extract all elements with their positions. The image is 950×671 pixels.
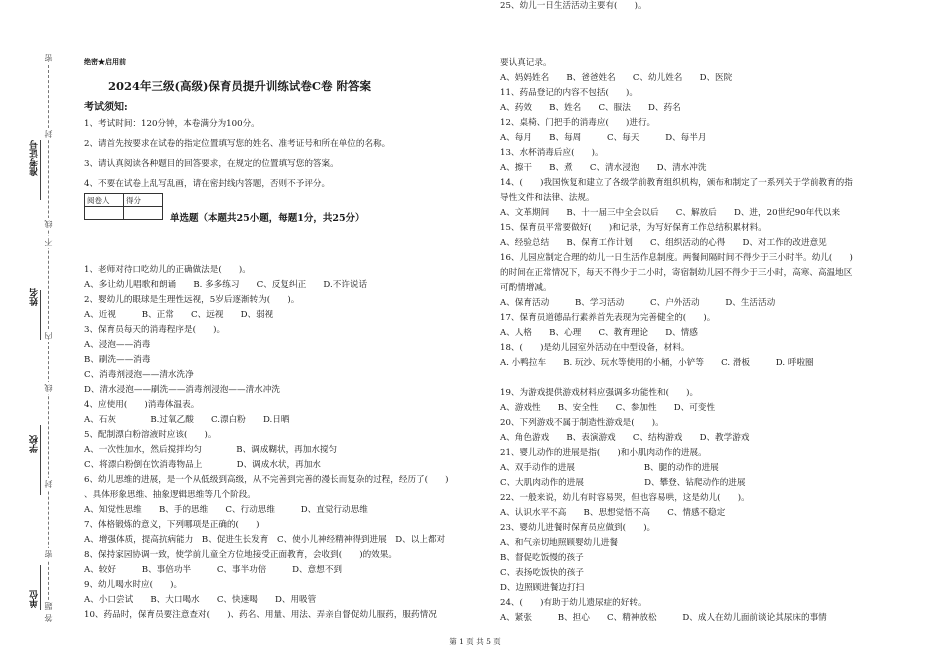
question-line: 22、一般来说，幼儿有时容易哭，但也容易哄，这是幼儿( )。 [500,493,750,503]
score-cell [124,207,163,220]
confidential-mark: 绝密★启用前 [84,57,126,66]
binding-margin [0,0,72,671]
section-title: 单选题（本题共25小题，每题1分，共25分） [170,213,365,224]
seal-mark: 密 [44,550,53,558]
question-line: 19、为游戏提供游戏材料应强调多功能性和( )。 [500,388,699,398]
question-line: 23、婴幼儿进餐时保育员应做到( )。 [500,523,656,533]
question-line: A、角色游戏 B、表演游戏 C、结构游戏 D、教学游戏 [500,433,750,443]
binding-label: 姓名 [30,288,40,306]
question-line: 、具体形象思维、抽象逻辑思维等几个阶段。 [84,490,256,500]
seal-mark: 封 [44,130,53,138]
question-line: A、妈妈姓名 B、爸爸姓名 C、幼儿姓名 D、医院 [500,73,733,83]
notice-item: 2、请首先按要求在试卷的指定位置填写您的姓名、准考证号和所在单位的名称。 [84,139,391,149]
question-line: A、文革期间 B、十一届三中全会以后 C、解放后 D、进，20世纪90年代以来 [500,208,841,218]
page-title: 2024年三级(高级)保育员提升训练试卷C卷 附答案 [108,79,372,93]
seal-mark: 密 [44,54,53,62]
question-line: A、石灰 B.过氧乙酸 C.漂白粉 D.日晒 [84,415,290,425]
question-line: A、擦干 B、煮 C、清水浸泡 D、清水冲洗 [500,163,707,173]
question-line: 5、配制漂白粉溶液时应该( )。 [84,430,217,440]
question-line: C、大肌肉动作的进展 D、攀登、钻爬动作的进展 [500,478,746,488]
question-line: 17、保育员道德品行素养首先表现为完善健全的( )。 [500,313,716,323]
grader-cell [85,207,124,220]
question-line: A. 小鸭拉车 B. 玩沙、玩水等使用的小桶，小铲等 C. 滑板 D. 呼啦圈 [500,358,814,368]
question-line: 18、( )是幼儿园室外活动在中型设备，材料。 [500,343,690,353]
seal-mark: 封 [44,480,53,488]
question-line: 3、保育员每天的消毒程序是( )。 [84,325,226,335]
question-line: D、清水浸泡——刷洗——消毒剂浸泡——清水冲洗 [84,385,280,395]
question-line: 12、桌椅、门把手的消毒应( )进行。 [500,118,656,128]
question-line: B、督促吃饭慢的孩子 [500,553,584,563]
question-line: C、表扬吃饭快的孩子 [500,568,584,578]
question-line: A、游戏性 B、安全性 C、参加性 D、可变性 [500,403,716,413]
question-line: A、知觉性思维 B、手的思维 C、行动思维 D、直觉行动思维 [84,505,368,515]
question-line: A、认识水平不高 B、思想觉悟不高 C、情感不稳定 [500,508,726,518]
binding-label: 单位 [30,590,40,608]
question-line: C、消毒剂浸泡——清水洗净 [84,370,194,380]
question-line: 7、体格锻炼的意义，下列哪项是正确的( ) [84,520,260,530]
seal-mark: 题 [44,602,53,610]
question-line: 导性文件和法律、法规。 [500,193,595,203]
question-line: A、人格 B、心理 C、教育理论 D、情感 [500,328,698,338]
seal-mark: 不 [44,238,53,246]
question-line: A、一次性加水，然后搅拌均匀 B、调成糊状，再加水搅匀 [84,445,338,455]
question-line: A、增强体质，提高抗病能力 B、促进生长发育 C、使小儿神经精神得到进展 D、以上都对 [84,535,446,545]
question-line: A、小口尝试 B、大口喝水 C、快速喝 D、用吸管 [84,595,317,605]
question-line: A、较好 B、事倍功半 C、事半功倍 D、意想不到 [84,565,343,575]
question-line: 8、保持家园协调一致，使学前儿童全方位地接受正面教育，会收到( )的效果。 [84,550,397,560]
notice-item: 3、请认真阅读各种题目的回答要求，在规定的位置填写您的答案。 [84,159,339,169]
score-box [84,193,163,220]
notice-item: 4、不要在试卷上乱写乱画，请在密封线内答题，否则不予评分。 [84,179,331,189]
question-line: B、刷洗——消毒 [84,355,151,365]
page-footer: 第 1 页 共 5 页 [449,637,501,646]
question-line: A、经验总结 B、保育工作计划 C、组织活动的心得 D、对工作的改进意见 [500,238,827,248]
question-line: A、每月 B、每周 C、每天 D、每半月 [500,133,707,143]
question-line: 6、幼儿思维的进展，是一个从低级到高级，从不完善到完善的漫长而复杂的过程，经历了( ) [84,475,449,485]
seal-mark: 内 [44,332,53,340]
seal-mark: 线 [44,384,53,392]
question-line: 可酌情增减。 [500,283,552,293]
seal-mark: 答 [44,614,53,622]
score-label: 得分 [124,194,163,207]
question-line: 14、( )我国恢复和建立了各级学前教育组织机构，颁布和制定了一系列关于学前教育的指 [500,178,853,188]
question-line: A、药效 B、姓名 C、服法 D、药名 [500,103,681,113]
question-line: 25、幼儿一日生活活动主要有( )。 [500,1,647,11]
question-line: 10、药品时，保育员要注意查对( )、药名、用量、用法、弄亲自督促幼儿服药，服药情况 [84,610,437,620]
question-line: D、边照顾进餐边打扫 [500,583,585,593]
question-line: 的时间在正常情况下，每天不得少于二小时，寄宿制幼儿园不得少于三小时，高寒、高温地区 [500,268,853,278]
question-line: 要认真记录。 [500,58,552,68]
binding-label: 学校 [30,435,40,453]
question-line: 1、老师对待口吃幼儿的正确做法是( )。 [84,265,251,275]
question-line: 20、下列游戏不属于制造性游戏是( )。 [500,418,664,428]
question-line: 16、儿园应制定合理的幼儿一日生活作息制度。两餐间隔时间不得少于三小时半。幼儿( ) [500,253,853,263]
question-line: 9、幼儿喝水时应( )。 [84,580,183,590]
question-line: A、近视 B、正常 C、远视 D、弱视 [84,310,274,320]
notice-item: 1、考试时间：120分钟，本卷满分为100分。 [84,119,260,129]
seal-mark: 线 [44,220,53,228]
question-line: 24、( )有助于幼儿遗尿症的好转。 [500,598,647,608]
question-line: A、浸泡——消毒 [84,340,151,350]
question-line: 4、应使用( )消毒体温表。 [84,400,200,410]
question-line: A、紧张 B、担心 C、精神放松 D、成人在幼儿面前谈论其尿床的事情 [500,613,827,623]
binding-label: 准考证号 [30,140,40,176]
question-line: A、保育活动 B、学习活动 C、户外活动 D、生活活动 [500,298,776,308]
question-line: C、将漂白粉倒在饮消毒物品上 D、调成水状，再加水 [84,460,321,470]
question-line: 15、保育员平常要做好( )和记录，为写好保育工作总结积累材料。 [500,223,767,233]
question-line: 13、水杯消毒后应( )。 [500,148,604,158]
grader-label: 阅卷人 [85,194,124,207]
question-line: 2、婴幼儿的眼球是生理性远视，5岁后逐渐转为( )。 [84,295,300,305]
question-line: 11、药品登记的内容不包括( )。 [500,88,638,98]
question-line: A、和气亲切地照顾婴幼儿进餐 [500,538,618,548]
question-line: A、多让幼儿唱歌和朗诵 B. 多多练习 C、反复纠正 D.不许说话 [84,280,368,290]
notice-title: 考试须知: [84,102,128,113]
question-line: 21、婴儿动作的进展是指( )和小肌肉动作的进展。 [500,448,707,458]
question-line: A、双手动作的进展 B、腿的动作的进展 [500,463,719,473]
